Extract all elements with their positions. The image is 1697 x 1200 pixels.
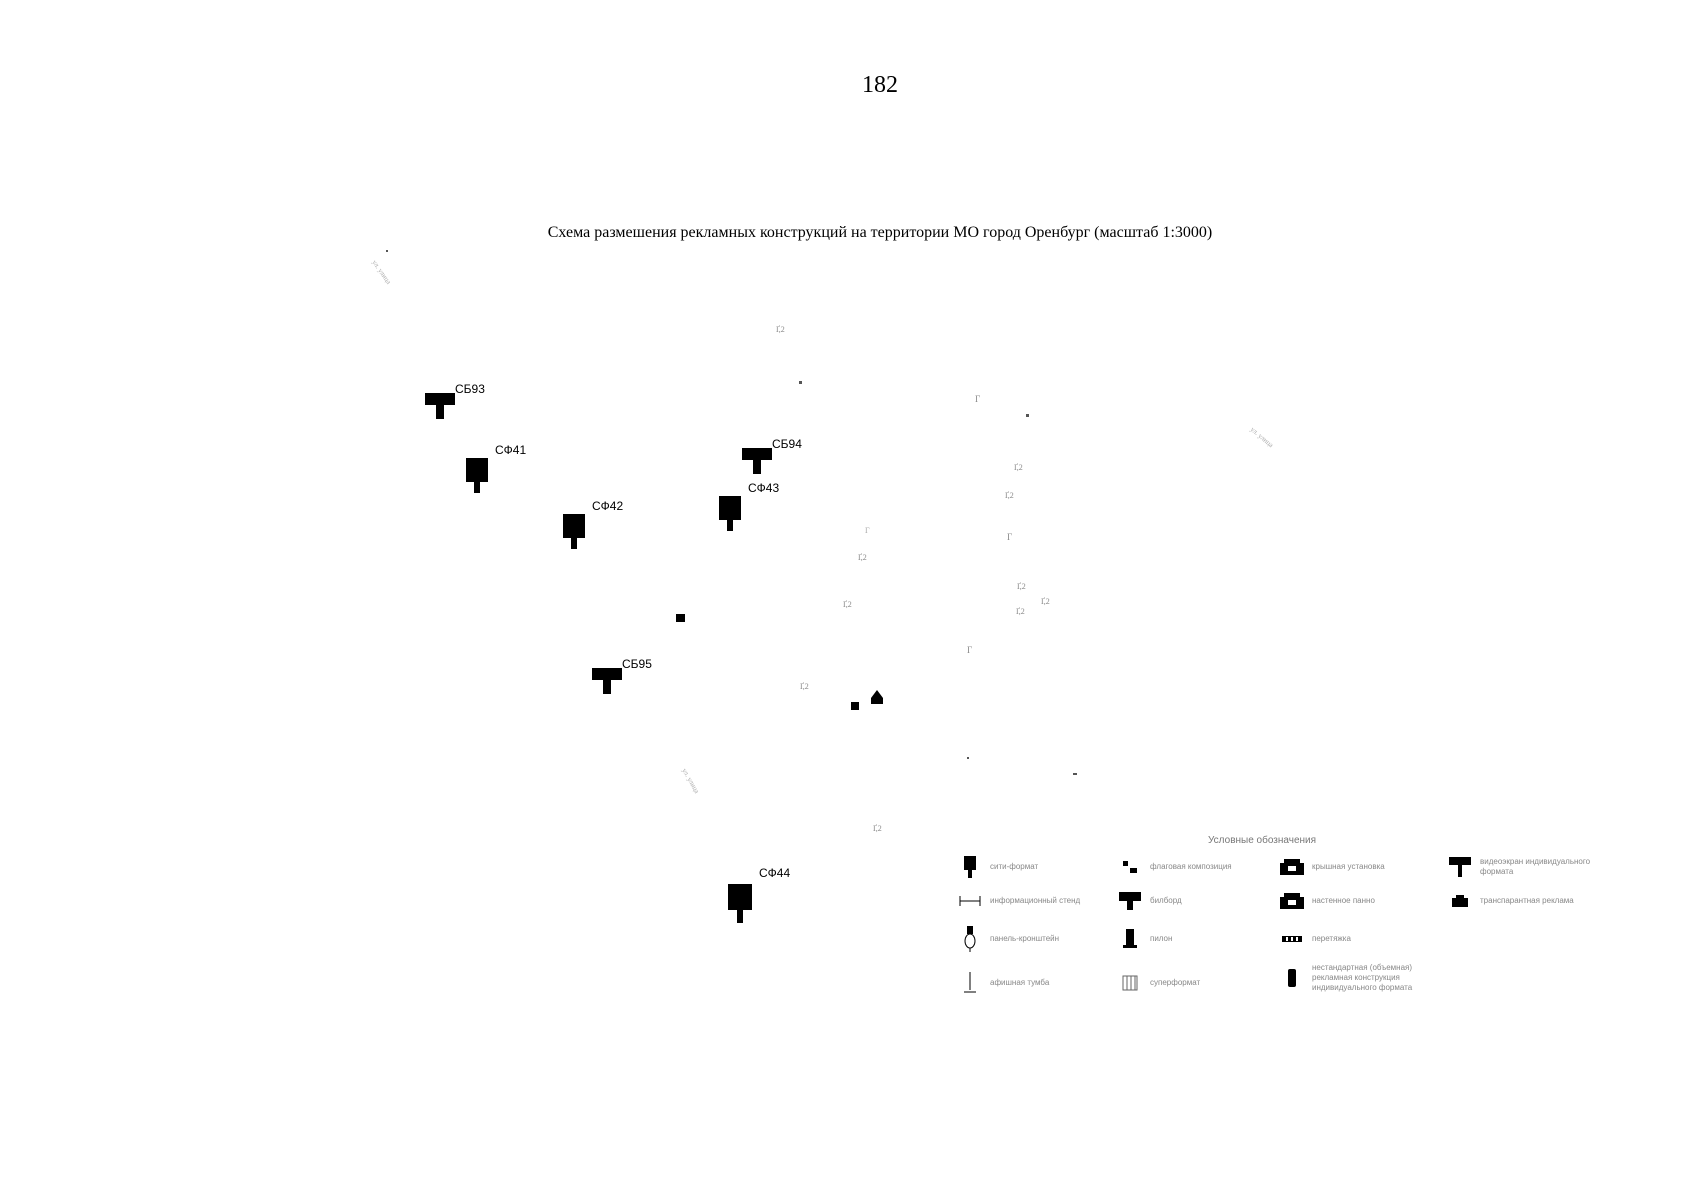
legend-item (1118, 971, 1200, 995)
svg-text:Ґ,2: Ґ,2 (1017, 582, 1026, 591)
svg-text:Ґ,2: Ґ,2 (1016, 607, 1025, 616)
svg-text:Ґ,2: Ґ,2 (1005, 491, 1014, 500)
legend-label: панель-кронштейн (990, 934, 1060, 943)
temporary-ad-icon (1448, 889, 1472, 913)
street-label-marks (370, 259, 1275, 796)
page-number: 182 (862, 72, 898, 98)
legend-item (1448, 855, 1610, 879)
legend-label: флаговая композиция (1150, 862, 1232, 871)
city-format-СФ44[interactable] (728, 866, 790, 923)
legend-item (958, 889, 1080, 913)
legend-item (1280, 855, 1385, 879)
stretch-icon (1280, 927, 1304, 951)
structure-label: СБ93 (455, 382, 485, 396)
svg-text:Ґ,2: Ґ,2 (843, 600, 852, 609)
city-format-СФ42[interactable] (563, 499, 623, 549)
structure-label: СБ95 (622, 657, 652, 671)
super-format-icon (1118, 971, 1142, 995)
city-format-icon (958, 855, 982, 879)
billboard-СБ95[interactable] (592, 657, 652, 694)
legend-item (1280, 889, 1375, 913)
city-format-СФ41[interactable] (466, 443, 526, 493)
svg-text:Ґ,2: Ґ,2 (1014, 463, 1023, 472)
legend-item (1280, 963, 1442, 993)
legend-label: информационный стенд (990, 896, 1081, 905)
legend-item (1448, 889, 1574, 913)
bracket-panel-icon (958, 927, 982, 951)
svg-text:Ґ,2: Ґ,2 (1041, 597, 1050, 606)
svg-text:Г: Г (1007, 532, 1013, 542)
legend-label: настенное панно (1312, 896, 1375, 905)
legend-label: нестандартная (объемная) рекламная конструкция индивидуального формата (1312, 963, 1413, 992)
svg-text:Г: Г (967, 645, 973, 655)
svg-text:Г: Г (865, 526, 870, 535)
legend-label: видеоэкран индивидуального формата (1480, 857, 1591, 876)
non-standard-icon (1280, 966, 1304, 990)
legend-item (1118, 889, 1182, 913)
billboard-СБ94[interactable] (742, 437, 802, 474)
legend-item (958, 855, 1038, 879)
svg-text:Ґ,2: Ґ,2 (776, 325, 785, 334)
legend-item (958, 971, 1049, 995)
svg-text:Ґ,2: Ґ,2 (873, 824, 882, 833)
info-stand-icon (958, 889, 982, 913)
legend-label: перетяжка (1312, 934, 1351, 943)
structure-label: СФ42 (592, 499, 624, 513)
video-screen-icon (1448, 855, 1472, 879)
legend-title: Условные обозначения (1208, 835, 1317, 846)
small-map-objects (676, 614, 883, 710)
structure-label: СБ94 (772, 437, 802, 451)
wall-panel-icon (1280, 889, 1304, 913)
billboard-СБ93[interactable] (425, 382, 485, 419)
svg-text:Г: Г (975, 394, 981, 404)
legend-label: сити-формат (990, 862, 1039, 871)
city-format-СФ43[interactable] (719, 481, 779, 531)
flag-composition-icon (1118, 855, 1142, 879)
structure-label: СФ44 (759, 866, 791, 880)
svg-text:Ґ,2: Ґ,2 (858, 553, 867, 562)
billboard-icon (1118, 889, 1142, 913)
legend-label: афишная тумба (990, 978, 1050, 987)
structure-label: СФ43 (748, 481, 780, 495)
legend-item (1118, 855, 1232, 879)
structure-label: СФ41 (495, 443, 527, 457)
legend-label: пилон (1150, 934, 1173, 943)
legend-label: крышная установка (1312, 862, 1385, 871)
legend-label: суперформат (1150, 978, 1201, 987)
roof-installation-icon (1280, 855, 1304, 879)
column-icon (958, 971, 982, 995)
pylon-icon (1118, 927, 1142, 951)
legend-label: билборд (1150, 896, 1182, 905)
svg-text:ул. улица: ул. улица (370, 258, 393, 286)
map-background-marks (386, 250, 1077, 833)
svg-text:ул. улица: ул. улица (680, 767, 701, 795)
legend-item (1118, 927, 1172, 951)
svg-text:ул. улица: ул. улица (1248, 425, 1275, 450)
legend (958, 835, 1638, 1015)
legend-item (958, 927, 1059, 951)
legend-label: транспарантная реклама (1480, 896, 1574, 905)
svg-text:Ґ,2: Ґ,2 (800, 682, 809, 691)
map-title: Схема размешения рекламных конструкций на территории МО город Оренбург (масштаб 1:3000) (547, 224, 1213, 241)
legend-item (1280, 927, 1351, 951)
